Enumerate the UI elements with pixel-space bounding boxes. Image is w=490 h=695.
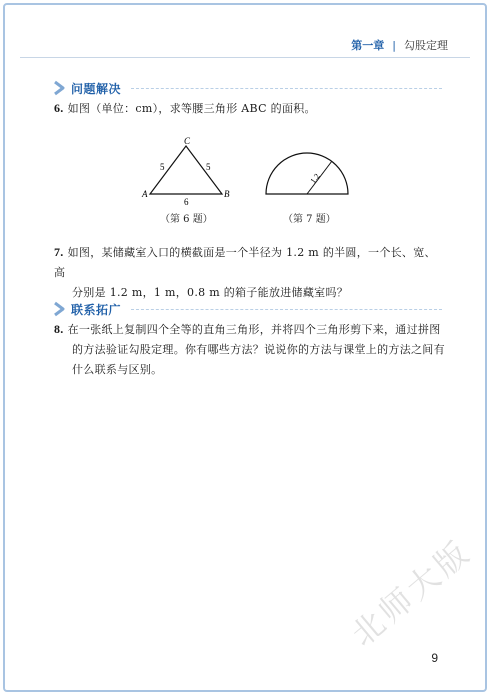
section-problem-solving [52,80,442,96]
header-divider [20,57,470,58]
problem-text-line3: 什么联系与区别。 [72,363,163,376]
section-rule [131,88,442,89]
page-header [351,37,448,53]
vertex-b-label: B [224,189,230,199]
figure-7-semicircle [262,148,352,200]
chevron-right-icon [52,80,68,96]
problem-text: 如图（单位：cm），求等腰三角形 ABC 的面积。 [67,102,316,115]
section-title: 问题解决 [71,81,122,96]
problem-number: 7. [54,245,64,259]
page-number: 9 [431,651,438,665]
section-rule [131,309,442,310]
side-ab-label: 6 [184,197,189,207]
chapter-label: 第一章 [351,39,385,52]
problem-7 [54,242,446,303]
problem-number: 8. [54,322,64,336]
side-ac-label: 5 [160,162,165,172]
figure-7-caption: （第 7 题） [283,214,336,225]
problem-6 [54,98,446,119]
chevron-right-icon [52,301,68,317]
figure-6-caption: （第 6 题） [160,214,213,225]
side-bc-label: 5 [206,162,211,172]
problem-text-line1: 如图，某储藏室入口的横截面是一个半径为 1.2 m 的半圆，一个长、宽、高 [54,246,436,279]
semicircle-shape [266,153,348,194]
header-separator: | [392,38,396,52]
section-extension [52,301,442,317]
problem-number: 6. [54,101,64,115]
problem-text-line1: 在一张纸上复制四个全等的直角三角形，并将四个三角形剪下来，通过拼图 [67,323,441,336]
radius-label: 1.2 [308,171,322,186]
problem-8 [54,319,446,380]
section-title: 联系拓广 [71,302,122,317]
problem-text-line2: 的方法验证勾股定理。你有哪些方法？说说你的方法与课堂上的方法之间有 [72,343,445,356]
problem-text-line2: 分别是 1.2 m，1 m，0.8 m 的箱子能放进储藏室吗？ [72,286,349,299]
vertex-c-label: C [184,136,191,146]
figure-6-triangle [138,134,238,210]
vertex-a-label: A [142,189,148,199]
chapter-title: 勾股定理 [404,39,448,52]
publisher-watermark: 北师大版 [343,532,479,654]
